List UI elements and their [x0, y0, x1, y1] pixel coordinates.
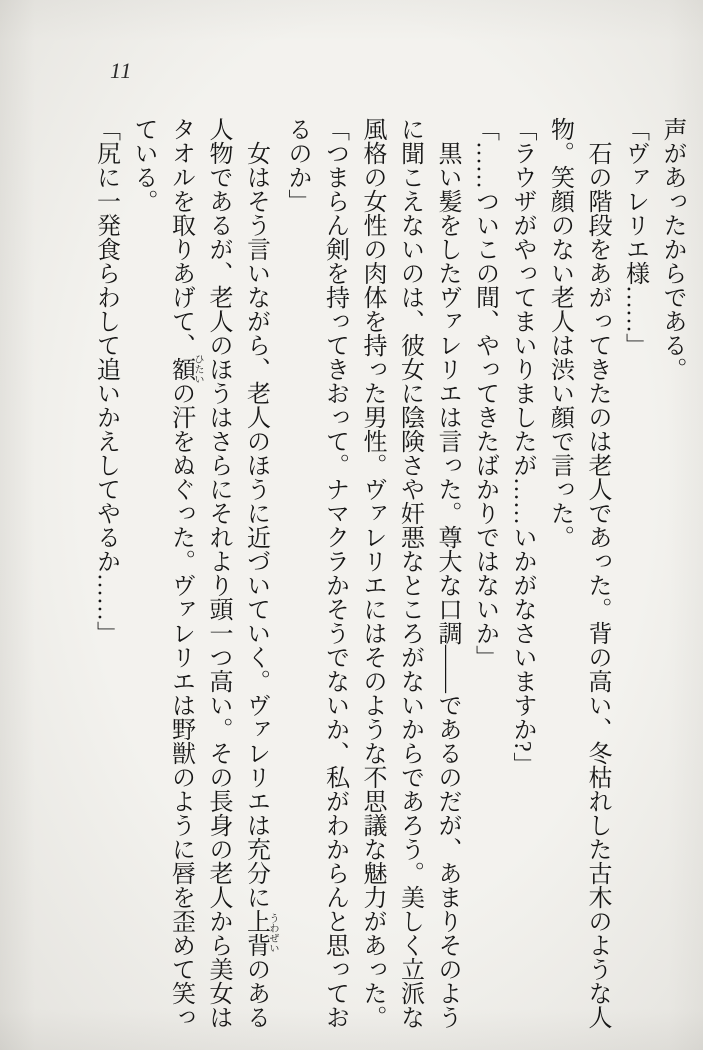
paragraph: 声があったからである。 — [659, 117, 685, 381]
paragraph: 「ヴァレリエ様……」 — [621, 117, 648, 357]
paragraph: 黒い髪をしたヴァレリエは言った。尊大な口調——であるのだが、あまりそのように聞こえないのは、彼女に陰険さや奸悪なところがないからであろう。美しく立派な風格の女性の肉体を持った男性。ヴァレリエにはそのような不思議な魅力があった。 — [359, 117, 460, 1029]
furigana-ruby: 額ひたい — [167, 354, 203, 384]
furigana-ruby: 上背うわぜい — [242, 909, 278, 957]
paragraph: 女はそう言いながら、老人のほうに近づいていく。ヴァレリエは充分に上背うわぜいのある人物であるが、老人のほうはさらにそれより頭一つ高い。その長身の老人から美女はタオルを取りあげて、額ひたいの汗をぬぐった。ヴァレリエは野獣のように唇を歪めて笑っている。 — [130, 117, 278, 1029]
paragraph: 「尻に一発食らわして追いかえしてやるか……」 — [92, 117, 119, 645]
page-number: 11 — [110, 58, 133, 83]
body-text — [89, 117, 690, 1032]
paragraph: 「ラウザがやってまいりましたが……いかがなさいますか?」 — [509, 117, 535, 776]
paragraph: 石の階段をあがってきたのは老人であった。背の高い、冬枯れした古木のような人物。笑顔のない老人は渋い顔で言った。 — [546, 117, 610, 1029]
paragraph: 「……ついこの間、やってきたばかりではないか」 — [471, 117, 498, 669]
paragraph: 「つまらん剣を持ってきおって。ナマクラかそうでないか、私がわからんと思っておるのか」 — [284, 117, 348, 1029]
